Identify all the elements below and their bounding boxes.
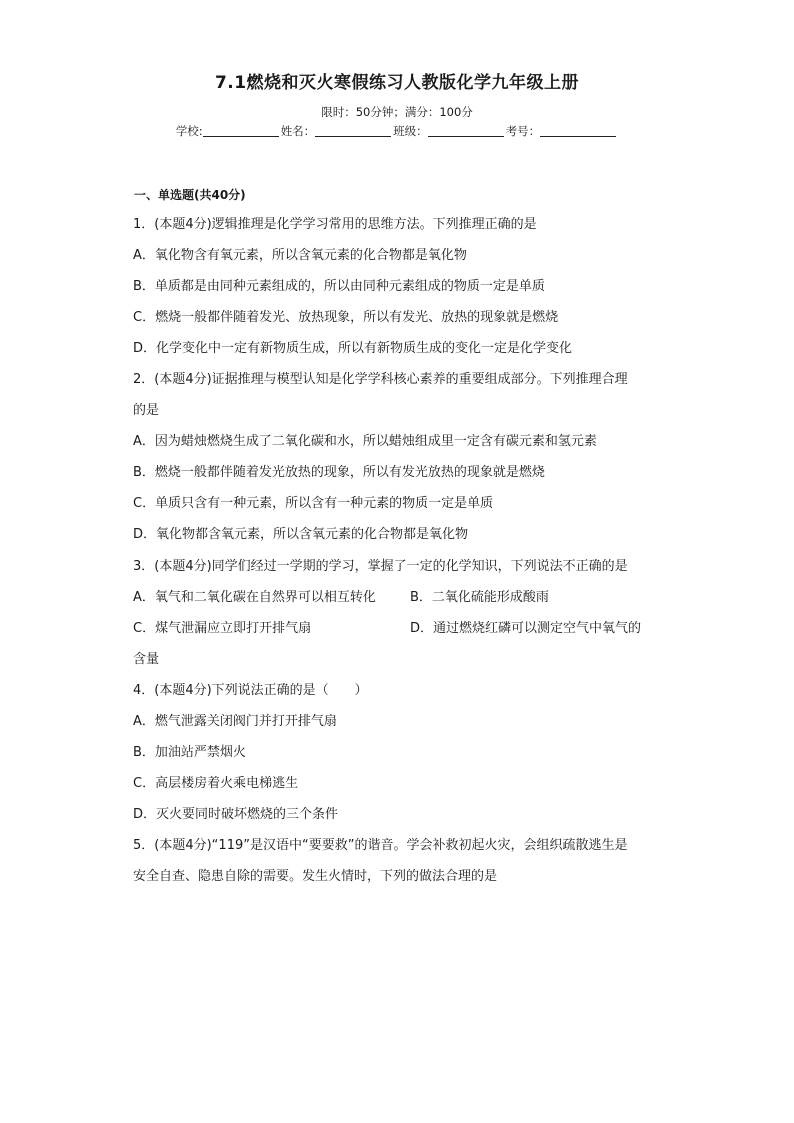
question-2-stem: 2．(本题4分)证据推理与模型认知是化学学科核心素养的重要组成部分。下列推理合理 (133, 372, 628, 387)
school-label: 学校: (175, 124, 203, 138)
school-blank[interactable] (203, 124, 279, 137)
exam-number-blank[interactable] (540, 124, 616, 137)
question-4-option-c: C．高层楼房着火乘电梯逃生 (133, 776, 299, 791)
question-2-option-d: D．氧化物都含氧元素，所以含氧元素的化合物都是氧化物 (133, 527, 469, 542)
question-4-option-a: A．燃气泄露关闭阀门并打开排气扇 (133, 714, 337, 729)
question-1-option-a: A．氧化物含有氧元素，所以含氧元素的化合物都是氧化物 (133, 248, 467, 263)
name-label: 姓名： (280, 124, 316, 138)
student-info-row (0, 123, 794, 139)
question-3-option-a: A．氧气和二氧化碳在自然界可以相互转化 (133, 590, 376, 605)
question-1-option-b: B．单质都是由同种元素组成的，所以由同种元素组成的物质一定是单质 (133, 279, 545, 294)
question-4-option-d: D．灭火要同时破坏燃烧的三个条件 (133, 807, 339, 822)
question-1-option-c: C．燃烧一般都伴随着发光、放热现象，所以有发光、放热的现象就是燃烧 (133, 310, 559, 325)
question-3-option-d-cont: 含量 (133, 652, 160, 667)
question-2-option-b: B．燃烧一般都伴随着发光放热的现象，所以有发光放热的现象就是燃烧 (133, 465, 545, 480)
question-4-option-b: B．加油站严禁烟火 (133, 745, 246, 760)
question-3-stem: 3．(本题4分)同学们经过一学期的学习，掌握了一定的化学知识，下列说法不正确的是 (133, 559, 628, 574)
question-3-option-d: D．通过燃烧红磷可以测定空气中氧气的 (410, 621, 642, 636)
exam-number-label: 考号： (505, 124, 541, 138)
question-1-option-d: D．化学变化中一定有新物质生成，所以有新物质生成的变化一定是化学变化 (133, 341, 573, 356)
question-4-stem: 4．(本题4分)下列说法正确的是（ ） (133, 683, 368, 698)
question-5-stem-cont: 安全自查、隐患自除的需要。发生火情时，下列的做法合理的是 (133, 869, 498, 884)
question-3-option-b: B．二氧化硫能形成酸雨 (410, 590, 549, 605)
name-blank[interactable] (315, 124, 391, 137)
question-2-option-a: A．因为蜡烛燃烧生成了二氧化碳和水，所以蜡烛组成里一定含有碳元素和氢元素 (133, 434, 597, 449)
class-label: 班级： (393, 124, 428, 138)
question-3-option-c: C．煤气泄漏应立即打开排气扇 (133, 621, 312, 636)
question-2-stem-cont: 的是 (133, 403, 160, 418)
question-2-option-c: C．单质只含有一种元素，所以含有一种元素的物质一定是单质 (133, 496, 494, 511)
section-title: 一、单选题(共40分) (134, 188, 246, 202)
question-1-stem: 1．(本题4分)逻辑推理是化学学习常用的思维方法。下列推理正确的是 (133, 217, 537, 232)
exam-time-score: 限时：50分钟；满分：100分 (321, 105, 473, 119)
question-5-stem: 5．(本题4分)“119”是汉语中“要要救”的谐音。学会补救初起火灾，会组织疏散逃生是 (133, 838, 628, 853)
class-blank[interactable] (428, 124, 504, 137)
page-title: 7.1燃烧和灭火寒假练习人教版化学九年级上册 (214, 73, 580, 93)
